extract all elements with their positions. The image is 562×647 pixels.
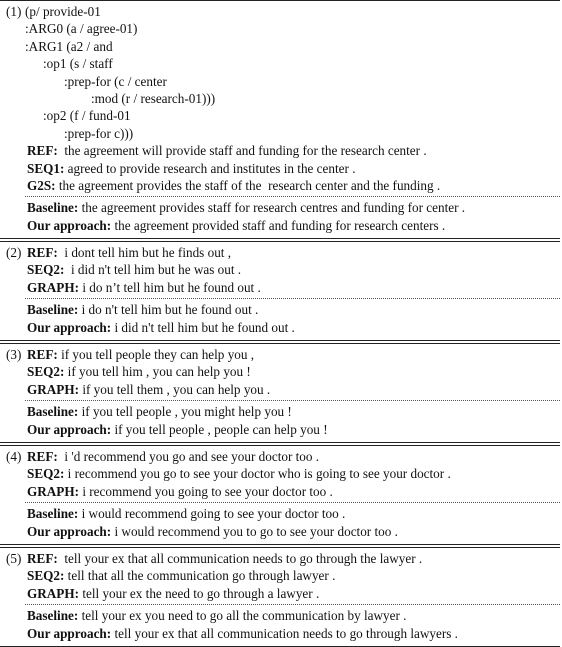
row-label: REF: — [27, 347, 58, 363]
amr-text: :ARG0 (a / agree-01) — [25, 21, 138, 37]
row-label: Baseline: — [27, 608, 79, 624]
row-text: i did n't tell him but he was out . — [64, 262, 242, 278]
row-text: i 'd recommend you go and see your doctor too . — [57, 448, 320, 464]
row-label: GRAPH: — [27, 483, 80, 499]
dotted-separator — [25, 196, 560, 197]
row-text: tell that all the communication go through lawyer . — [64, 568, 336, 584]
example-block — [0, 3, 560, 239]
row-text: the agreement will provide staff and funding for the research center . — [57, 143, 427, 159]
amr-line — [0, 125, 560, 142]
row-text: if you tell them , you can help you . — [79, 381, 271, 397]
row-text: if you tell people they can help you , — [57, 347, 255, 363]
row-label: G2S: — [27, 177, 56, 193]
reference-row — [0, 177, 560, 194]
reference-row — [0, 160, 560, 177]
amr-line — [0, 38, 560, 55]
row-label: REF: — [27, 143, 58, 159]
amr-text: :prep-for (c / center — [64, 73, 167, 89]
amr-line — [0, 107, 560, 124]
output-row — [0, 319, 560, 336]
row-text: if you tell him , you can help you ! — [64, 364, 251, 380]
output-row — [0, 625, 560, 642]
row-text: the agreement provides the staff of the research center and the funding . — [55, 177, 441, 193]
row-text: agreed to provide research and institutes in the center . — [64, 160, 356, 176]
row-label: Baseline: — [27, 302, 79, 318]
row-label: Baseline: — [27, 506, 79, 522]
output-row — [0, 607, 560, 624]
row-label: SEQ2: — [27, 262, 65, 278]
reference-row — [0, 550, 560, 567]
dotted-separator — [25, 298, 560, 299]
row-label: SEQ2: — [27, 568, 65, 584]
row-text: i recommend you going to see your doctor too . — [79, 483, 333, 499]
row-text: i do n’t tell him but he found out . — [79, 279, 261, 295]
amr-text: :op2 (f / fund-01 — [43, 108, 131, 124]
row-label: SEQ2: — [27, 364, 65, 380]
amr-line — [0, 73, 560, 90]
output-row — [0, 199, 560, 216]
row-label: Baseline: — [27, 200, 79, 216]
row-label: GRAPH: — [27, 381, 80, 397]
example-number: (5) — [6, 550, 22, 566]
row-text: tell your ex the need to go through a lawyer . — [79, 585, 320, 601]
amr-line — [0, 20, 560, 37]
row-text: tell your ex you need to go all the communication by lawyer . — [78, 608, 407, 624]
example-number: (1) — [6, 4, 22, 19]
amr-line — [0, 55, 560, 72]
example-number: (4) — [6, 448, 22, 464]
row-text: i dont tell him but he finds out , — [57, 245, 232, 261]
dotted-separator — [25, 400, 560, 401]
reference-row — [0, 346, 560, 363]
output-row — [0, 505, 560, 522]
amr-line — [0, 3, 560, 20]
row-text: if you tell people , people can help you ! — [111, 421, 328, 437]
row-text: i would recommend you to go to see your doctor too . — [111, 523, 398, 539]
dotted-separator — [25, 604, 560, 605]
reference-row — [0, 142, 560, 159]
row-label: REF: — [27, 245, 58, 261]
output-row — [0, 217, 560, 234]
row-label: Our approach: — [27, 319, 112, 335]
amr-text: :prep-for c))) — [64, 125, 134, 141]
reference-row — [0, 244, 560, 261]
row-text: i would recommend going to see your doctor too . — [78, 506, 346, 522]
amr-text: :op1 (s / staff — [43, 56, 113, 72]
row-label: REF: — [27, 448, 58, 464]
output-row — [0, 421, 560, 438]
row-text: the agreement provided staff and funding for research centers . — [111, 217, 446, 233]
reference-row — [0, 567, 560, 584]
example-block — [0, 445, 560, 545]
row-text: tell your ex that all communication needs to go through the lawyer . — [57, 550, 423, 566]
output-row — [0, 301, 560, 318]
example-block — [0, 241, 560, 341]
example-number: (3) — [6, 347, 22, 363]
row-text: if you tell people , you might help you ! — [78, 404, 292, 420]
reference-row — [0, 448, 560, 465]
row-text: i do n't tell him but he found out . — [78, 302, 259, 318]
row-label: Our approach: — [27, 421, 112, 437]
example-block — [0, 343, 560, 443]
row-text: i did n't tell him but he found out . — [111, 319, 295, 335]
row-label: Our approach: — [27, 217, 112, 233]
dotted-separator — [25, 502, 560, 503]
amr-text: :mod (r / research-01))) — [91, 90, 216, 106]
row-label: SEQ2: — [27, 466, 65, 482]
reference-row — [0, 483, 560, 500]
row-label: Baseline: — [27, 404, 79, 420]
row-label: Our approach: — [27, 523, 112, 539]
reference-row — [0, 381, 560, 398]
example-number: (2) — [6, 245, 22, 261]
example-block — [0, 547, 560, 647]
reference-row — [0, 261, 560, 278]
row-label: GRAPH: — [27, 279, 80, 295]
amr-text: (p/ provide-01 — [25, 4, 101, 19]
row-text: tell your ex that all communication needs to go through lawyers . — [111, 625, 458, 641]
reference-row — [0, 585, 560, 602]
row-label: Our approach: — [27, 625, 112, 641]
output-row — [0, 403, 560, 420]
reference-row — [0, 465, 560, 482]
row-label: REF: — [27, 550, 58, 566]
amr-line — [0, 90, 560, 107]
row-label: GRAPH: — [27, 585, 80, 601]
amr-text: :ARG1 (a2 / and — [25, 38, 113, 54]
row-text: the agreement provides staff for research centres and funding for center . — [78, 200, 466, 216]
output-row — [0, 523, 560, 540]
reference-row — [0, 363, 560, 380]
reference-row — [0, 279, 560, 296]
row-label: SEQ1: — [27, 160, 65, 176]
row-text: i recommend you go to see your doctor who is going to see your doctor . — [64, 466, 451, 482]
